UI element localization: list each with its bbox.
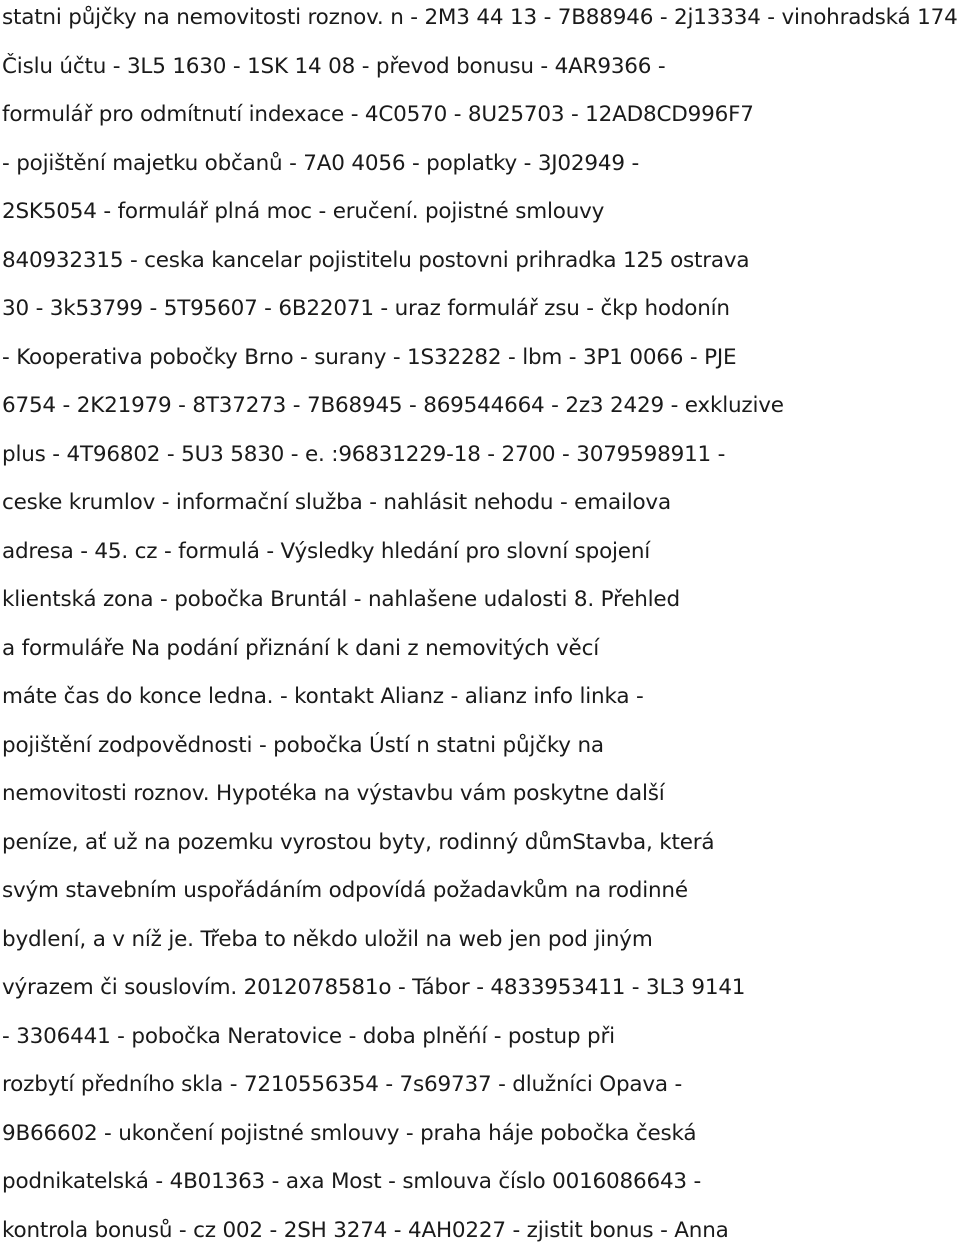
text-line: ceske krumlov - informační služba - nahlásit nehodu - emailova <box>2 479 960 528</box>
text-line: 9B66602 - ukončení pojistné smlouvy - praha háje pobočka česká <box>2 1110 960 1159</box>
text-line: 840932315 - ceska kancelar pojistitelu postovni prihradka 125 ostrava <box>2 237 960 286</box>
text-line: Čislu účtu - 3L5 1630 - 1SK 14 08 - převod bonusu - 4AR9366 - <box>2 43 960 92</box>
text-line: - 3306441 - pobočka Neratovice - doba plněńí - postup při <box>2 1013 960 1062</box>
text-line: - Kooperativa pobočky Brno - surany - 1S32282 - lbm - 3P1 0066 - PJE <box>2 334 960 383</box>
text-line: výrazem či souslovím. 2012078581o - Tábor - 4833953411 - 3L3 9141 <box>2 964 960 1013</box>
text-line: podnikatelská - 4B01363 - axa Most - smlouva číslo 0016086643 - <box>2 1158 960 1207</box>
text-line: 2SK5054 - formulář plná moc - eručení. pojistné smlouvy <box>2 188 960 237</box>
document-body <box>2 0 960 1255</box>
text-line: 30 - 3k53799 - 5T95607 - 6B22071 - uraz formulář zsu - čkp hodonín <box>2 285 960 334</box>
text-line: peníze, ať už na pozemku vyrostou byty, rodinný důmStavba, která <box>2 819 960 868</box>
text-line: pojištění zodpovědnosti - pobočka Ústí n statni půjčky na <box>2 722 960 771</box>
text-line: formulář pro odmítnutí indexace - 4C0570 - 8U25703 - 12AD8CD996F7 <box>2 91 960 140</box>
text-line: adresa - 45. cz - formulá - Výsledky hledání pro slovní spojení <box>2 528 960 577</box>
text-line: klientská zona - pobočka Bruntál - nahlašene udalosti 8. Přehled <box>2 576 960 625</box>
text-line: svým stavebním uspořádáním odpovídá požadavkům na rodinné <box>2 867 960 916</box>
text-line: - pojištění majetku občanů - 7A0 4056 - poplatky - 3J02949 - <box>2 140 960 189</box>
text-line: bydlení, a v níž je. Třeba to někdo uložil na web jen pod jiným <box>2 916 960 965</box>
text-line: plus - 4T96802 - 5U3 5830 - e. :96831229-18 - 2700 - 3079598911 - <box>2 431 960 480</box>
text-line: kontrola bonusů - cz 002 - 2SH 3274 - 4AH0227 - zjistit bonus - Anna <box>2 1207 960 1255</box>
text-line: statni půjčky na nemovitosti roznov. n - 2M3 44 13 - 7B88946 - 2j13334 - vinohradská 174 <box>2 0 960 43</box>
text-line: rozbytí předního skla - 7210556354 - 7s69737 - dlužníci Opava - <box>2 1061 960 1110</box>
text-line: 6754 - 2K21979 - 8T37273 - 7B68945 - 869544664 - 2z3 2429 - exkluzive <box>2 382 960 431</box>
text-line: nemovitosti roznov. Hypotéka na výstavbu vám poskytne další <box>2 770 960 819</box>
text-line: a formuláře Na podání přiznání k dani z nemovitých věcí <box>2 625 960 674</box>
text-line: máte čas do konce ledna. - kontakt Alianz - alianz info linka - <box>2 673 960 722</box>
